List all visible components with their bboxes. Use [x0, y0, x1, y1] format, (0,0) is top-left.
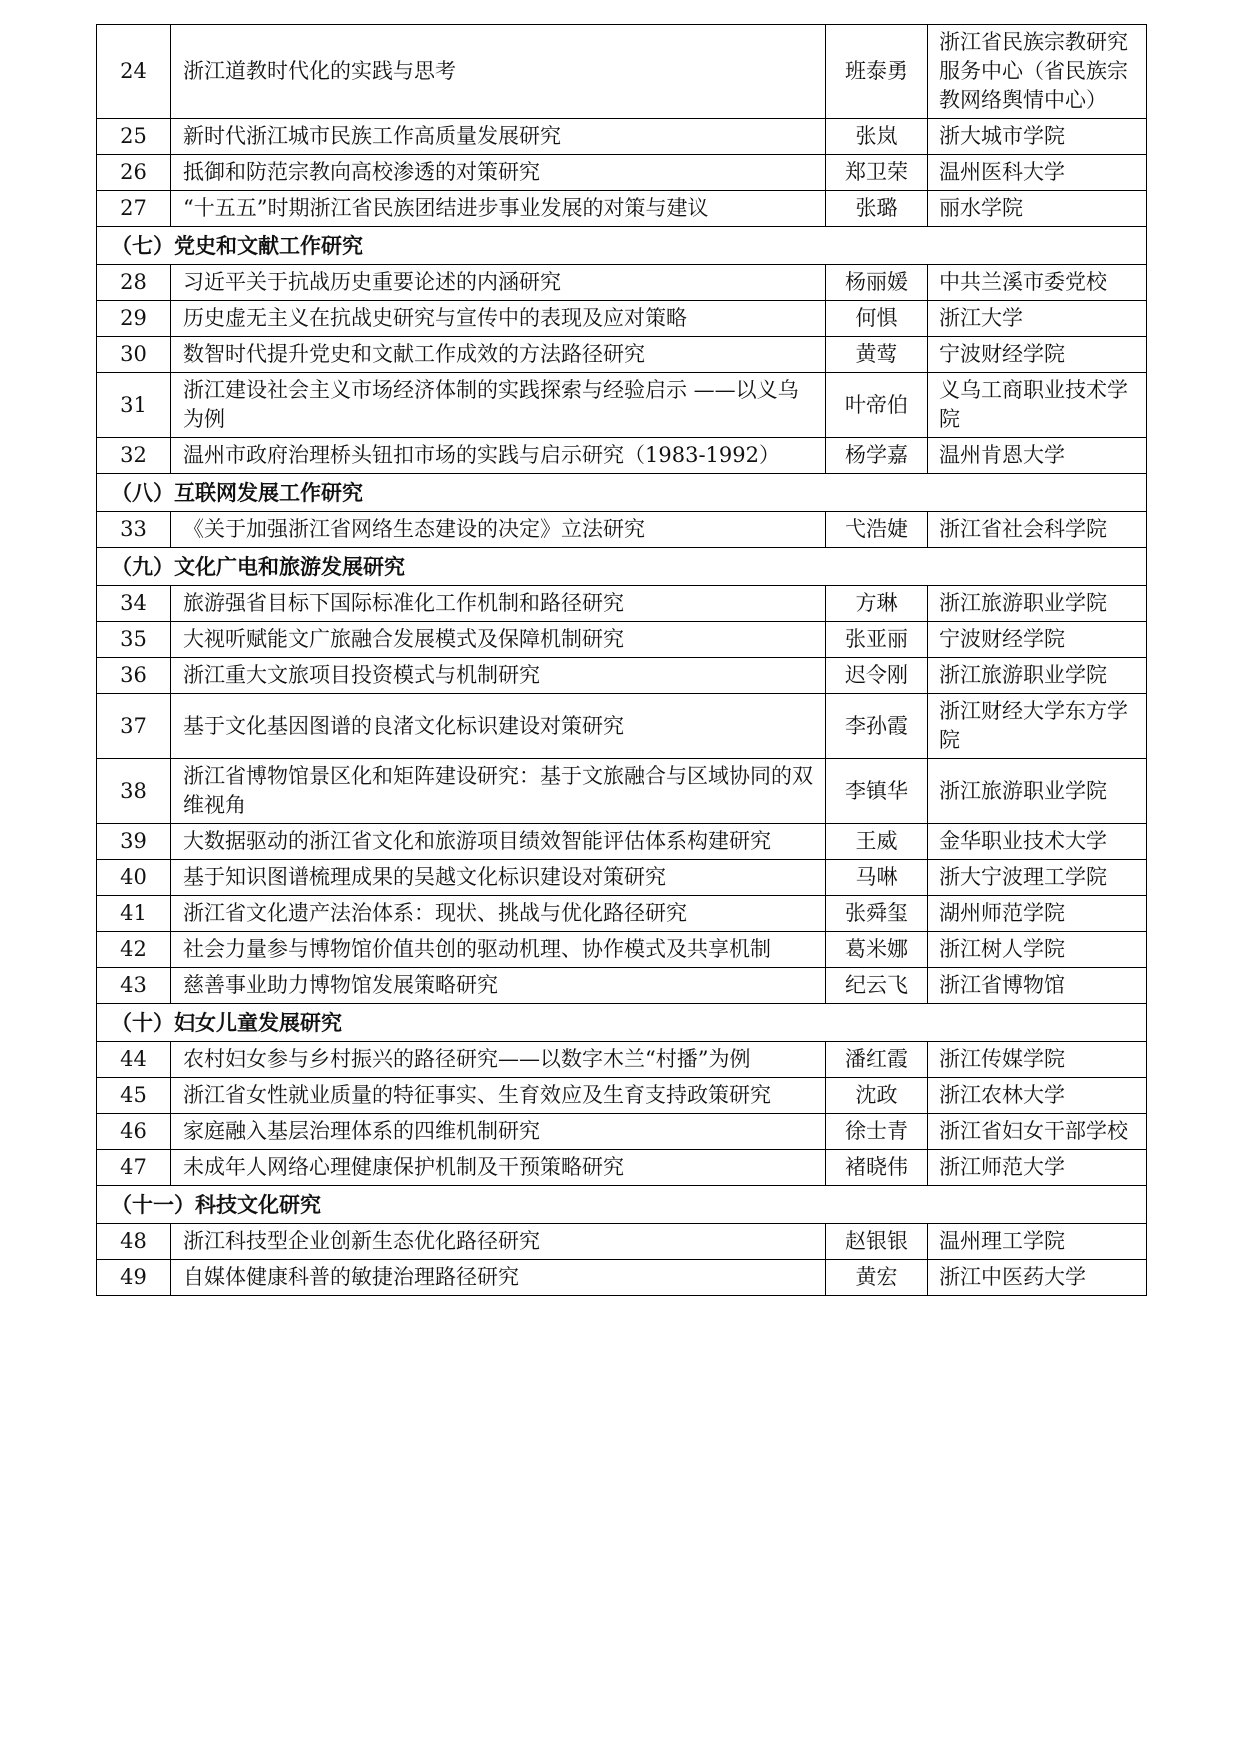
table-row: [97, 191, 1147, 227]
table-row: [97, 622, 1147, 658]
project-title: 浙江科技型企业创新生态优化路径研究: [171, 1224, 826, 1260]
project-title: 历史虚无主义在抗战史研究与宣传中的表现及应对策略: [171, 301, 826, 337]
project-number: 42: [97, 932, 171, 968]
table-row: [97, 860, 1147, 896]
project-title: 旅游强省目标下国际标准化工作机制和路径研究: [171, 586, 826, 622]
project-leader: 班泰勇: [826, 25, 928, 119]
project-title: 未成年人网络心理健康保护机制及干预策略研究: [171, 1150, 826, 1186]
table-row: [97, 1150, 1147, 1186]
project-number: 41: [97, 896, 171, 932]
project-leader: 郑卫荣: [826, 155, 928, 191]
project-title: 数智时代提升党史和文献工作成效的方法路径研究: [171, 337, 826, 373]
project-leader: 潘红霞: [826, 1042, 928, 1078]
project-leader: 何惧: [826, 301, 928, 337]
project-leader: 弋浩婕: [826, 512, 928, 548]
table-row: [97, 968, 1147, 1004]
project-title: 新时代浙江城市民族工作高质量发展研究: [171, 119, 826, 155]
project-title: 大视听赋能文广旅融合发展模式及保障机制研究: [171, 622, 826, 658]
project-number: 28: [97, 265, 171, 301]
table-row: [97, 694, 1147, 759]
project-number: 44: [97, 1042, 171, 1078]
project-leader: 马啉: [826, 860, 928, 896]
project-leader: 张亚丽: [826, 622, 928, 658]
project-institution: 宁波财经学院: [928, 622, 1147, 658]
project-institution: 浙江树人学院: [928, 932, 1147, 968]
project-institution: 浙江财经大学东方学院: [928, 694, 1147, 759]
section-header-row: [97, 548, 1147, 586]
project-number: 47: [97, 1150, 171, 1186]
project-number: 31: [97, 373, 171, 438]
section-header-row: [97, 1004, 1147, 1042]
table-row: [97, 1042, 1147, 1078]
project-number: 38: [97, 759, 171, 824]
table-row: [97, 1078, 1147, 1114]
table-row: [97, 658, 1147, 694]
project-title: 抵御和防范宗教向高校渗透的对策研究: [171, 155, 826, 191]
project-leader: 徐士青: [826, 1114, 928, 1150]
project-number: 36: [97, 658, 171, 694]
project-institution: 浙江农林大学: [928, 1078, 1147, 1114]
project-institution: 义乌工商职业技术学院: [928, 373, 1147, 438]
project-institution: 浙大宁波理工学院: [928, 860, 1147, 896]
project-number: 48: [97, 1224, 171, 1260]
project-leader: 张舜玺: [826, 896, 928, 932]
project-leader: 李镇华: [826, 759, 928, 824]
project-leader: 杨丽媛: [826, 265, 928, 301]
table-row: [97, 155, 1147, 191]
project-leader: 迟令刚: [826, 658, 928, 694]
project-number: 33: [97, 512, 171, 548]
section-header-row: [97, 1186, 1147, 1224]
section-title: （八）互联网发展工作研究: [97, 474, 1147, 512]
project-number: 37: [97, 694, 171, 759]
project-number: 49: [97, 1260, 171, 1296]
table-row: [97, 1260, 1147, 1296]
project-number: 25: [97, 119, 171, 155]
project-leader: 沈政: [826, 1078, 928, 1114]
project-title: 慈善事业助力博物馆发展策略研究: [171, 968, 826, 1004]
project-leader: 杨学嘉: [826, 438, 928, 474]
project-number: 26: [97, 155, 171, 191]
project-title: 基于文化基因图谱的良渚文化标识建设对策研究: [171, 694, 826, 759]
project-institution: 中共兰溪市委党校: [928, 265, 1147, 301]
project-list-body: [97, 25, 1147, 1296]
project-title: 浙江建设社会主义市场经济体制的实践探索与经验启示 ——以义乌为例: [171, 373, 826, 438]
project-leader: 王威: [826, 824, 928, 860]
project-leader: 李孙霞: [826, 694, 928, 759]
project-institution: 湖州师范学院: [928, 896, 1147, 932]
project-list-table: [96, 24, 1147, 1296]
project-institution: 浙江省妇女干部学校: [928, 1114, 1147, 1150]
project-leader: 褚晓伟: [826, 1150, 928, 1186]
table-row: [97, 932, 1147, 968]
project-institution: 浙江旅游职业学院: [928, 759, 1147, 824]
project-title: 家庭融入基层治理体系的四维机制研究: [171, 1114, 826, 1150]
project-leader: 方琳: [826, 586, 928, 622]
project-title: 农村妇女参与乡村振兴的路径研究——以数字木兰“村播”为例: [171, 1042, 826, 1078]
table-row: [97, 119, 1147, 155]
table-row: [97, 25, 1147, 119]
project-institution: 温州医科大学: [928, 155, 1147, 191]
project-title: 自媒体健康科普的敏捷治理路径研究: [171, 1260, 826, 1296]
section-title: （十一）科技文化研究: [97, 1186, 1147, 1224]
table-row: [97, 824, 1147, 860]
project-institution: 温州理工学院: [928, 1224, 1147, 1260]
section-title: （十）妇女儿童发展研究: [97, 1004, 1147, 1042]
project-number: 30: [97, 337, 171, 373]
project-institution: 浙江省博物馆: [928, 968, 1147, 1004]
project-leader: 叶帝伯: [826, 373, 928, 438]
project-institution: 浙江旅游职业学院: [928, 586, 1147, 622]
project-institution: 浙江师范大学: [928, 1150, 1147, 1186]
table-row: [97, 337, 1147, 373]
project-institution: 浙江大学: [928, 301, 1147, 337]
table-row: [97, 512, 1147, 548]
table-row: [97, 586, 1147, 622]
project-leader: 纪云飞: [826, 968, 928, 1004]
table-row: [97, 896, 1147, 932]
project-institution: 浙江传媒学院: [928, 1042, 1147, 1078]
project-title: 《关于加强浙江省网络生态建设的决定》立法研究: [171, 512, 826, 548]
project-title: 习近平关于抗战历史重要论述的内涵研究: [171, 265, 826, 301]
project-title: 基于知识图谱梳理成果的吴越文化标识建设对策研究: [171, 860, 826, 896]
section-title: （七）党史和文献工作研究: [97, 227, 1147, 265]
section-header-row: [97, 227, 1147, 265]
table-row: [97, 301, 1147, 337]
project-title: 温州市政府治理桥头钮扣市场的实践与启示研究（1983-1992）: [171, 438, 826, 474]
project-leader: 葛米娜: [826, 932, 928, 968]
project-number: 27: [97, 191, 171, 227]
project-title: 浙江省文化遗产法治体系：现状、挑战与优化路径研究: [171, 896, 826, 932]
table-row: [97, 1224, 1147, 1260]
project-leader: 张岚: [826, 119, 928, 155]
project-number: 29: [97, 301, 171, 337]
project-number: 24: [97, 25, 171, 119]
section-header-row: [97, 474, 1147, 512]
project-title: “十五五”时期浙江省民族团结进步事业发展的对策与建议: [171, 191, 826, 227]
project-number: 43: [97, 968, 171, 1004]
project-title: 社会力量参与博物馆价值共创的驱动机理、协作模式及共享机制: [171, 932, 826, 968]
table-row: [97, 265, 1147, 301]
project-institution: 金华职业技术大学: [928, 824, 1147, 860]
project-title: 浙江道教时代化的实践与思考: [171, 25, 826, 119]
project-leader: 张璐: [826, 191, 928, 227]
table-row: [97, 759, 1147, 824]
project-institution: 浙江省社会科学院: [928, 512, 1147, 548]
project-title: 大数据驱动的浙江省文化和旅游项目绩效智能评估体系构建研究: [171, 824, 826, 860]
project-number: 46: [97, 1114, 171, 1150]
project-number: 40: [97, 860, 171, 896]
project-number: 45: [97, 1078, 171, 1114]
table-row: [97, 438, 1147, 474]
project-title: 浙江省博物馆景区化和矩阵建设研究：基于文旅融合与区域协同的双维视角: [171, 759, 826, 824]
project-number: 39: [97, 824, 171, 860]
project-number: 32: [97, 438, 171, 474]
project-institution: 丽水学院: [928, 191, 1147, 227]
project-number: 35: [97, 622, 171, 658]
table-row: [97, 373, 1147, 438]
project-number: 34: [97, 586, 171, 622]
project-leader: 赵银银: [826, 1224, 928, 1260]
section-title: （九）文化广电和旅游发展研究: [97, 548, 1147, 586]
project-leader: 黄莺: [826, 337, 928, 373]
project-institution: 浙大城市学院: [928, 119, 1147, 155]
project-title: 浙江省女性就业质量的特征事实、生育效应及生育支持政策研究: [171, 1078, 826, 1114]
project-institution: 浙江中医药大学: [928, 1260, 1147, 1296]
project-leader: 黄宏: [826, 1260, 928, 1296]
table-row: [97, 1114, 1147, 1150]
project-institution: 温州肯恩大学: [928, 438, 1147, 474]
project-institution: 浙江省民族宗教研究服务中心（省民族宗教网络舆情中心）: [928, 25, 1147, 119]
project-institution: 宁波财经学院: [928, 337, 1147, 373]
project-title: 浙江重大文旅项目投资模式与机制研究: [171, 658, 826, 694]
project-institution: 浙江旅游职业学院: [928, 658, 1147, 694]
document-page: [96, 24, 1146, 1296]
